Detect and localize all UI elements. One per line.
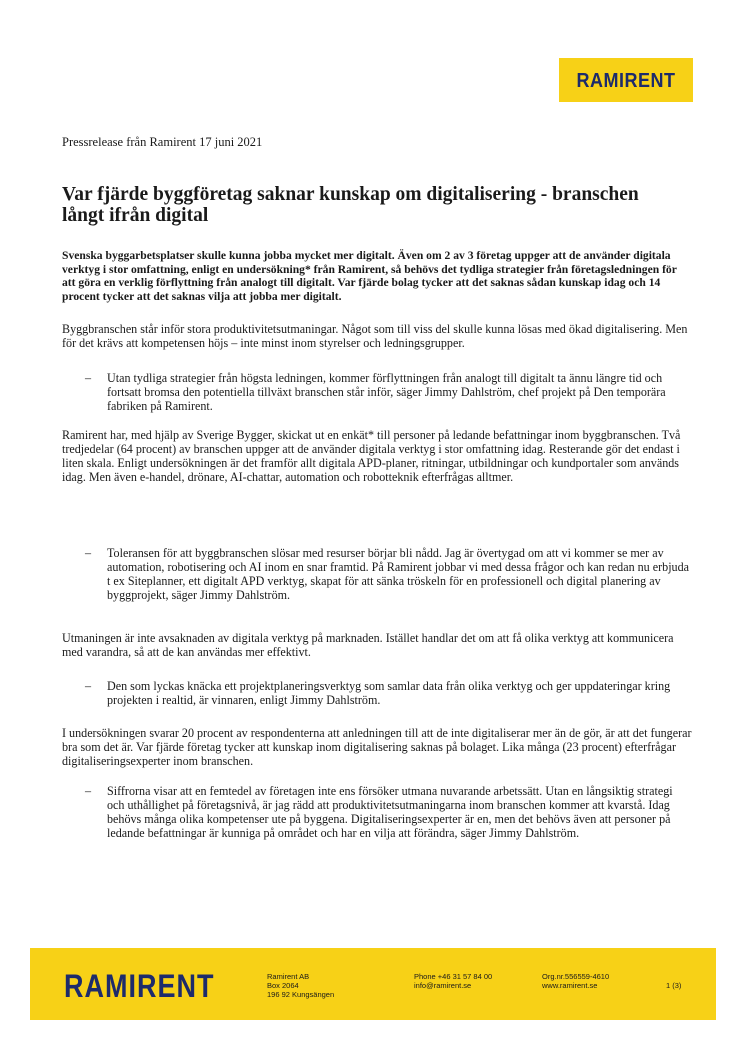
website-link[interactable]: www.ramirent.se bbox=[542, 980, 598, 990]
phone-number: Phone +46 31 57 84 00 bbox=[414, 972, 493, 981]
postal-box: Box 2064 bbox=[267, 980, 299, 990]
quote-text: Toleransen för att byggbranschen slösar med resurser börjar bli nådd. Jag är övertygad om att vi kommer se mer av automation, robotisering och AI inom en snar framtid. På Ramirent jobbar vi med dessa frågor och kan redan nu erbjuda t ex Siteplanner, ett digitalt APD verktyg, skapat för att sänka tröskeln för en professionell och digital planering av byggprojekt, säger Jimmy Dahlström. bbox=[107, 546, 690, 602]
body-paragraph: I undersökningen svarar 20 procent av respondenterna att anledningen till att de inte digitaliserar mer än de gör, är att det fungerar bra som det är. Var fjärde företag tycker att kunskap inom digitalisering saknas på bolaget. Lika många (23 procent) efterfrågar digitaliseringsexperter inom branschen. bbox=[62, 726, 692, 768]
quote-block bbox=[85, 546, 692, 602]
dateline: Pressrelease från Ramirent 17 juni 2021 bbox=[62, 135, 263, 149]
body-paragraph: Byggbranschen står inför stora produktivitetsutmaningar. Något som till viss del skulle kunna lösas med ökad digitalisering. Men för det krävs att kompetensen höjs – inte minst inom styrelser och ledningsgrupper. bbox=[62, 322, 688, 350]
org-number: Org.nr.556559-4610 bbox=[542, 972, 610, 981]
quote-text: Utan tydliga strategier från högsta ledningen, kommer förflyttningen från analogt till digitalt ta ännu längre tid och fortsatt bromsa den potentiella tillväxt branschen står inför, säger Jimmy Dahlström, chef projekt på Den temporära fabriken på Ramirent. bbox=[107, 371, 666, 413]
ramirent-logo bbox=[559, 58, 693, 102]
quote-dash: – bbox=[85, 784, 92, 798]
footer-logo: RAMIRENT bbox=[64, 968, 215, 1004]
quote-dash: – bbox=[85, 371, 92, 385]
email-link[interactable]: info@ramirent.se bbox=[414, 980, 472, 990]
quote-dash: – bbox=[85, 546, 92, 560]
footer-contact bbox=[414, 973, 492, 991]
lead-paragraph: Svenska byggarbetsplatser skulle kunna jobba mycket mer digitalt. Även om 2 av 3 företag uppger att de använder digitala verktyg i stor omfattning, enligt en undersökning* från Ramirent, så behövs det tydliga strategier från företagsledningen för att göra en verklig förflyttning från analogt till digitalt. Var fjärde bolag tycker att det saknas sådan kunskap idag och 14 procent tycker att det saknas vilja att jobba mer digitalt. bbox=[62, 249, 677, 303]
footer-address bbox=[267, 973, 334, 999]
logo-text: RAMIRENT bbox=[576, 67, 676, 91]
quote-text: Den som lyckas knäcka ett projektplaneringsverktyg som samlar data från olika verktyg och ger uppdateringar kring projekten i realtid, är vinnaren, enligt Jimmy Dahlström. bbox=[107, 679, 671, 707]
company-name: Ramirent AB bbox=[267, 972, 310, 981]
page-footer bbox=[30, 948, 716, 1020]
quote-block bbox=[85, 371, 692, 413]
quote-text: Siffrorna visar att en femtedel av företagen inte ens försöker utmana nuvarande arbetssätt. Utan en långsiktig strategi och uthållighet på företagsnivå, är jag rädd att produktivitetsutmaningarna inom branschen kommer att kvarstå. Idag behövs många olika kompetenser ute på byggena. Digitaliseringsexperter är en, men det behövs även att personer på ledande befattningar är kunniga på området och har en vilja att förändra, säger Jimmy Dahlström. bbox=[107, 784, 673, 840]
footer-web bbox=[542, 973, 609, 991]
quote-block bbox=[85, 679, 692, 707]
body-paragraph: Ramirent har, med hjälp av Sverige Bygger, skickat ut en enkät* till personer på ledande befattningar inom byggbranschen. Två tredjedelar (64 procent) av branschen uppger att de använder digitala verktyg i stor omfattning idag. Resterande gör det endast i liten skala. Enligt undersökningen är det framför allt digitala APD-planer, ritningar, utbildningar och kundportaler som används idag. Men även e-handel, drönare, AI-chattar, automation och robotteknik efterfrågas alltmer. bbox=[62, 428, 681, 484]
postal-city: 196 92 Kungsängen bbox=[267, 989, 335, 999]
press-release-title: Var fjärde byggföretag saknar kunskap om digitalisering - branschen långt ifrån digital bbox=[62, 184, 639, 226]
quote-block bbox=[85, 784, 692, 840]
body-paragraph: Utmaningen är inte avsaknaden av digitala verktyg på marknaden. Istället handlar det om att få olika verktyg att kommunicera med varandra, så att de kan användas mer effektivt. bbox=[62, 631, 674, 659]
page-number: 1 (3) bbox=[666, 981, 682, 990]
quote-dash: – bbox=[85, 679, 92, 693]
